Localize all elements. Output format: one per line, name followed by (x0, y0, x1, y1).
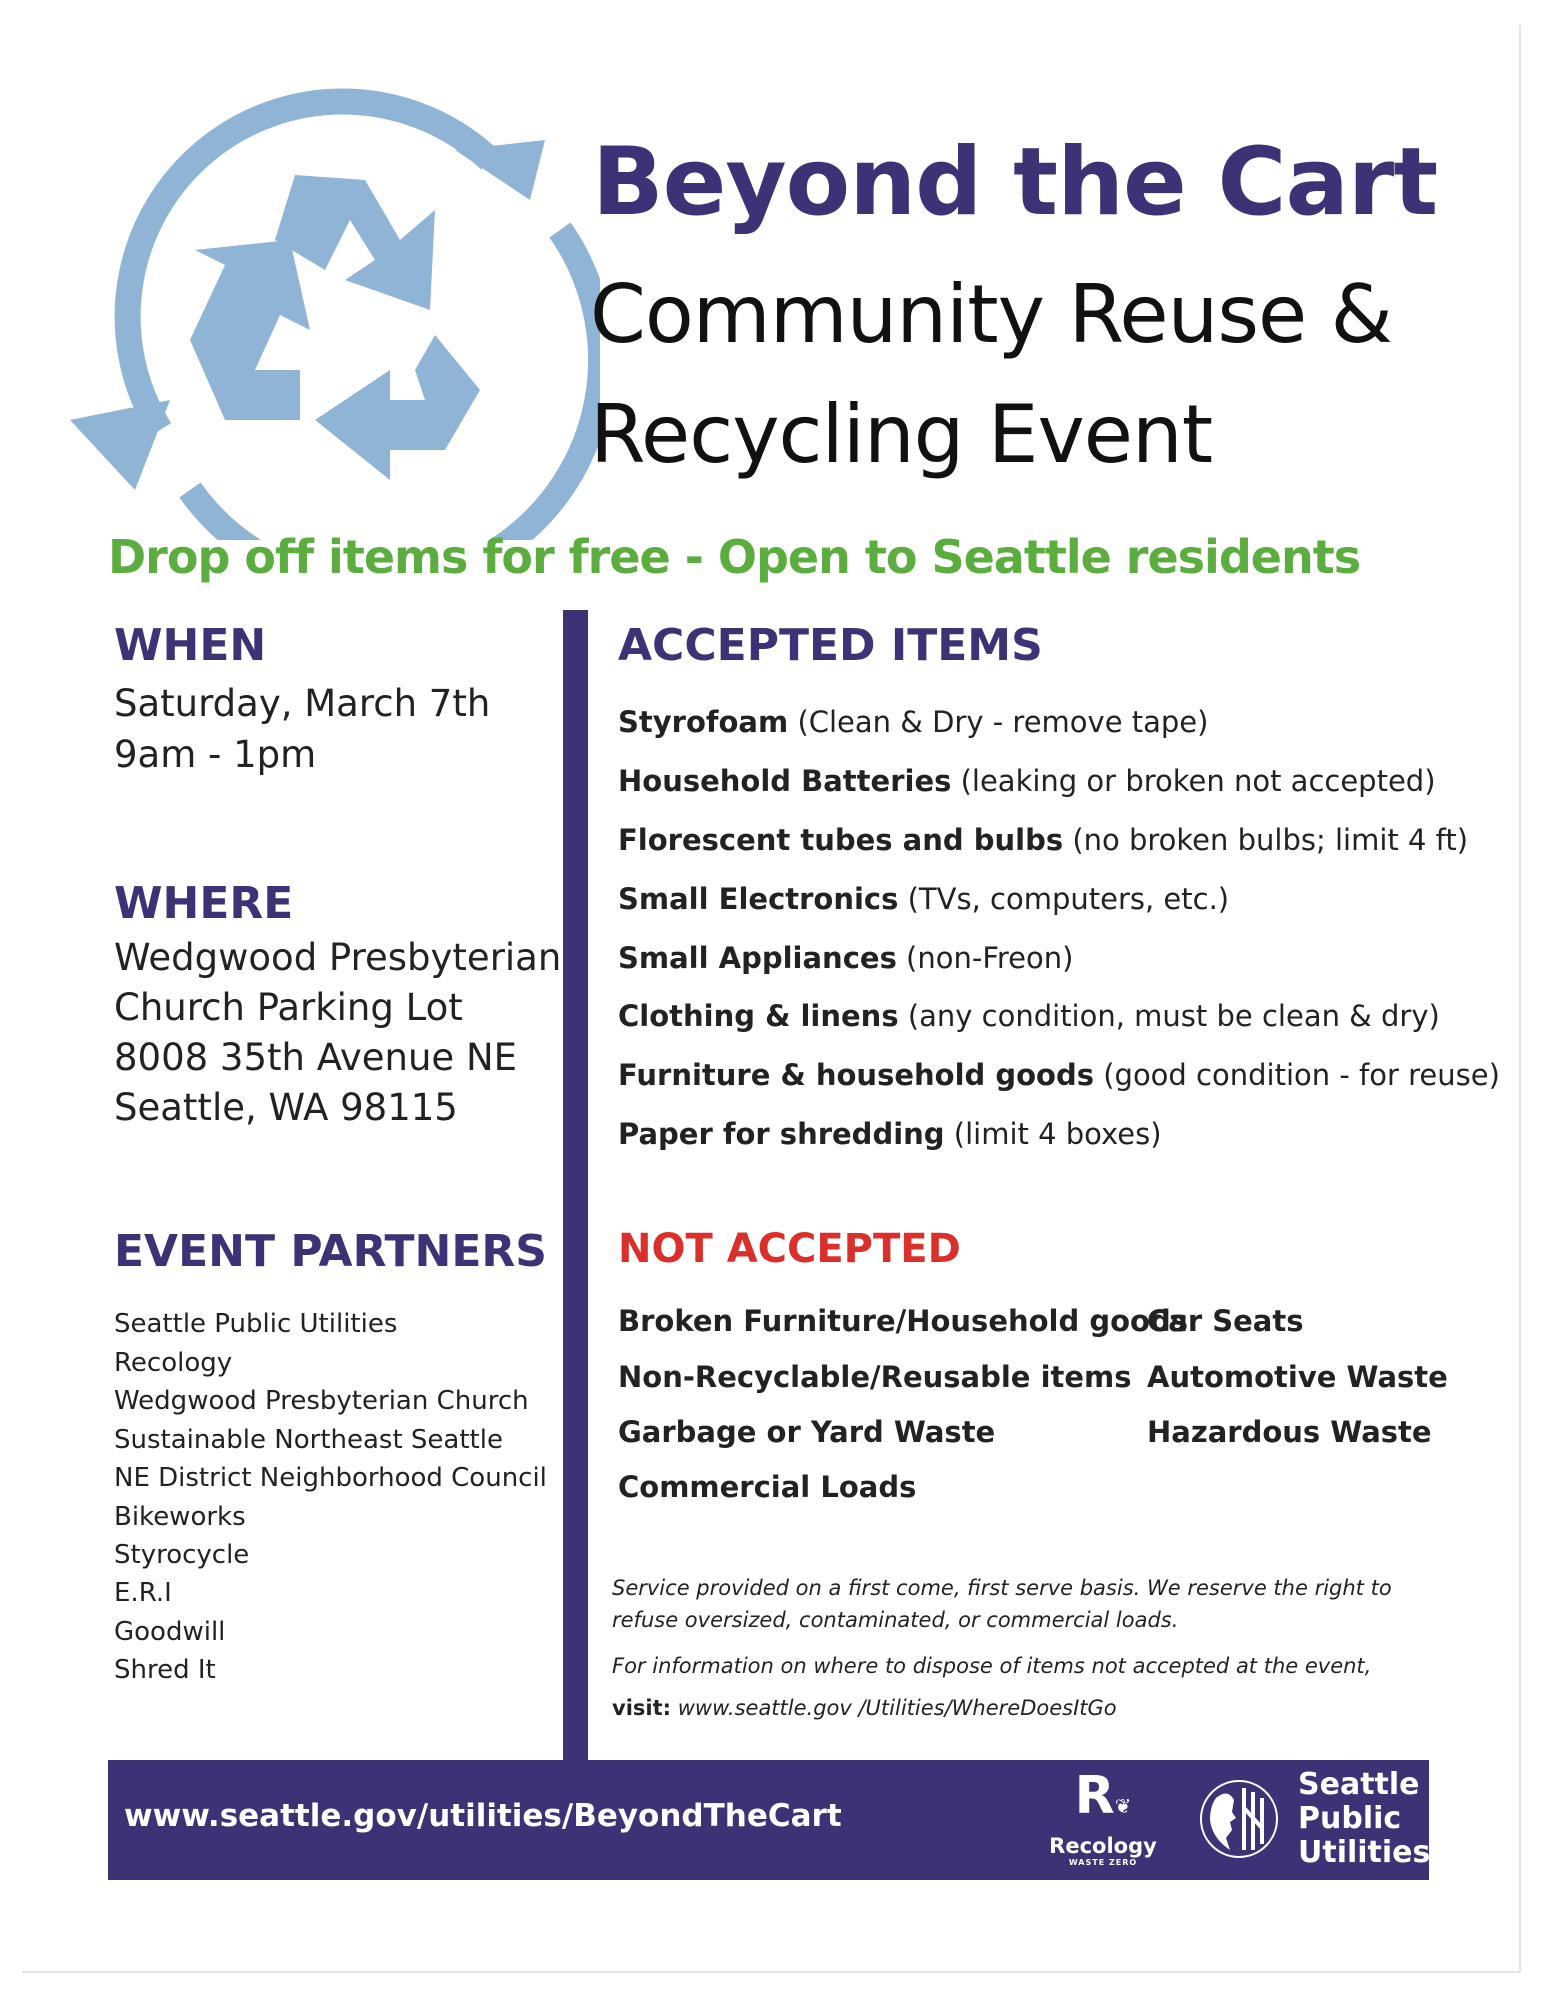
accepted-item (618, 999, 1440, 1033)
accepted-item (618, 764, 1436, 798)
item-name: Small Electronics (618, 882, 899, 916)
item-note: (any condition, must be clean & dry) (907, 999, 1440, 1033)
spu-line: Seattle (1298, 1767, 1420, 1802)
item-name: Paper for shredding (618, 1117, 945, 1151)
accepted-item (618, 1058, 1500, 1092)
column-divider (563, 610, 588, 1762)
recology-r-icon: R❦ (1074, 1766, 1132, 1826)
accepted-item (618, 941, 1073, 975)
when-heading: WHEN (114, 620, 267, 671)
item-note: (limit 4 boxes) (953, 1117, 1162, 1151)
recology-tagline: WASTE ZERO (1068, 1858, 1138, 1867)
where-line: Church Parking Lot (114, 986, 463, 1029)
page-edge (22, 1971, 1521, 1973)
item-note: (TVs, computers, etc.) (907, 882, 1230, 916)
partner-item: Sustainable Northeast Seattle (114, 1425, 503, 1455)
item-note: (good condition - for reuse) (1103, 1058, 1500, 1092)
not-accepted-heading: NOT ACCEPTED (618, 1226, 961, 1272)
footer-bar (108, 1760, 1429, 1880)
partner-item: NE District Neighborhood Council (114, 1463, 547, 1493)
not-accepted-item: Non-Recyclable/Reusable items (618, 1360, 1132, 1394)
partners-heading: EVENT PARTNERS (114, 1226, 547, 1277)
not-accepted-item: Broken Furniture/Household goods (618, 1304, 1188, 1338)
when-time: 9am - 1pm (114, 733, 317, 776)
not-accepted-item: Garbage or Yard Waste (618, 1415, 996, 1449)
recycle-icon (60, 70, 600, 540)
partner-item: Goodwill (114, 1617, 226, 1647)
item-note: (leaking or broken not accepted) (960, 764, 1436, 798)
where-line: Seattle, WA 98115 (114, 1086, 458, 1129)
visit-label: visit: (612, 1696, 672, 1720)
recology-logo (1048, 1768, 1158, 1872)
not-accepted-item: Commercial Loads (618, 1470, 917, 1504)
not-accepted-item: Hazardous Waste (1147, 1415, 1432, 1449)
where-line: Wedgwood Presbyterian (114, 936, 562, 979)
page-edge (1519, 25, 1521, 1973)
service-note: Service provided on a first come, first serve basis. We reserve the right to (612, 1576, 1392, 1600)
partner-item: E.R.I (114, 1578, 172, 1608)
partner-item: Wedgwood Presbyterian Church (114, 1386, 529, 1416)
partner-item: Styrocycle (114, 1540, 250, 1570)
partner-item: Recology (114, 1348, 233, 1378)
tagline: Drop off items for free - Open to Seattle residents (108, 530, 1361, 584)
spu-line: Public (1298, 1801, 1402, 1836)
partner-item: Seattle Public Utilities (114, 1309, 398, 1339)
item-note: (non-Freon) (906, 941, 1074, 975)
service-note: refuse oversized, contaminated, or commercial loads. (612, 1608, 1179, 1632)
event-subtitle-line1: Community Reuse & (590, 268, 1393, 361)
item-note: (Clean & Dry - remove tape) (797, 705, 1209, 739)
where-line: 8008 35th Avenue NE (114, 1036, 518, 1079)
item-name: Furniture & household goods (618, 1058, 1094, 1092)
accepted-item (618, 823, 1468, 857)
info-visit (612, 1696, 1117, 1720)
partner-item: Bikeworks (114, 1502, 246, 1532)
spu-line: Utilities (1298, 1835, 1431, 1870)
accepted-heading: ACCEPTED ITEMS (618, 620, 1043, 671)
where-heading: WHERE (114, 878, 294, 929)
item-name: Styrofoam (618, 705, 789, 739)
accepted-item (618, 882, 1229, 916)
item-name: Household Batteries (618, 764, 952, 798)
item-note: (no broken bulbs; limit 4 ft) (1072, 823, 1469, 857)
when-date: Saturday, March 7th (114, 682, 491, 725)
event-subtitle-line2: Recycling Event (590, 388, 1213, 481)
info-note: For information on where to dispose of items not accepted at the event, (612, 1654, 1372, 1678)
partner-item: Shred It (114, 1655, 216, 1685)
item-name: Small Appliances (618, 941, 897, 975)
item-name: Florescent tubes and bulbs (618, 823, 1064, 857)
not-accepted-item: Automotive Waste (1147, 1360, 1448, 1394)
spu-logo-text (1298, 1768, 1430, 1870)
not-accepted-item: Car Seats (1147, 1304, 1304, 1338)
accepted-item (618, 705, 1208, 739)
event-title: Beyond the Cart (592, 128, 1438, 237)
seattle-seal-icon (1198, 1778, 1280, 1860)
accepted-item (618, 1117, 1162, 1151)
footer-url[interactable]: www.seattle.gov/utilities/BeyondTheCart (124, 1798, 842, 1834)
item-name: Clothing & linens (618, 999, 899, 1033)
recology-name: Recology (1049, 1834, 1157, 1858)
visit-link[interactable]: www.seattle.gov /Utilities/WhereDoesItGo (677, 1696, 1117, 1720)
